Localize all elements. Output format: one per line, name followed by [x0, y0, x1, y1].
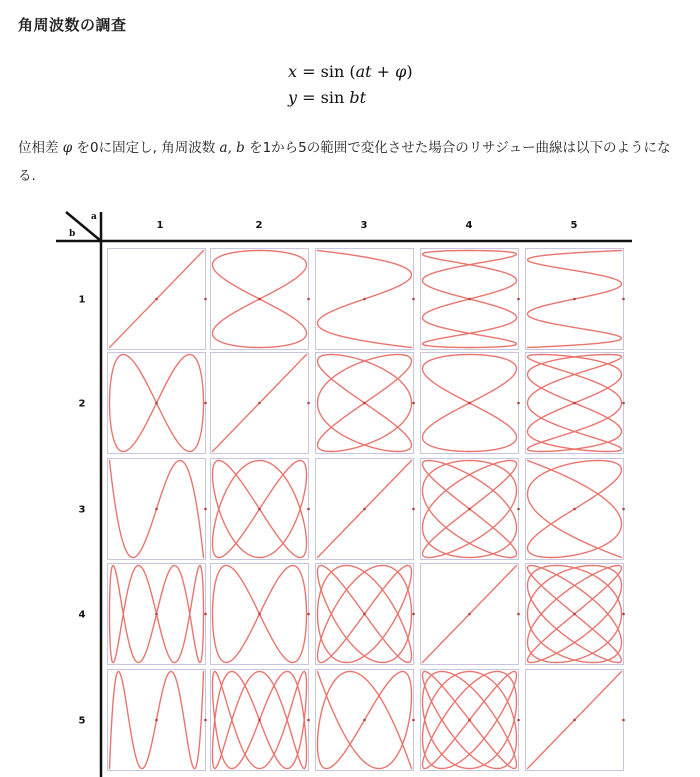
start-dot	[204, 402, 207, 405]
column-header-2: 2	[255, 220, 263, 231]
formula-x-phi: φ	[395, 62, 407, 81]
center-dot	[468, 508, 471, 511]
start-dot	[517, 613, 520, 616]
start-dot	[412, 719, 415, 722]
lissajous-cell-a5-b4	[526, 564, 625, 665]
center-dot	[468, 719, 471, 722]
para-part3: を1から5の範囲で変化させた場合のリサジュー曲線は以下のようになる.	[18, 140, 671, 184]
center-dot	[573, 613, 576, 616]
start-dot	[204, 508, 207, 511]
para-part1: 位相差	[18, 140, 63, 156]
start-dot	[204, 613, 207, 616]
start-dot	[622, 402, 625, 405]
formula-y-arg: bt	[344, 88, 367, 107]
start-dot	[517, 402, 520, 405]
row-header-4: 4	[78, 609, 86, 621]
lissajous-cell-a1-b4	[108, 564, 207, 665]
lissajous-cell-a1-b3	[108, 459, 207, 560]
para-phi: φ	[62, 140, 73, 156]
lissajous-cell-a2-b1	[211, 249, 310, 350]
center-dot	[155, 719, 158, 722]
column-header-4: 4	[465, 220, 473, 231]
lissajous-cell-a4-b3	[421, 459, 520, 560]
column-header-3: 3	[360, 220, 368, 231]
lissajous-cell-a2-b5	[211, 670, 310, 771]
formula-y-lhs: y	[288, 88, 298, 107]
column-header-1: 1	[156, 220, 164, 231]
start-dot	[622, 719, 625, 722]
lissajous-cell-a2-b4	[211, 564, 310, 665]
start-dot	[622, 508, 625, 511]
lissajous-cell-a3-b2	[316, 353, 415, 454]
formula-x-fn: sin	[320, 62, 345, 81]
center-dot	[363, 613, 366, 616]
start-dot	[307, 402, 310, 405]
center-dot	[468, 613, 471, 616]
lissajous-cell-a1-b2	[108, 353, 207, 454]
center-dot	[155, 402, 158, 405]
center-dot	[573, 508, 576, 511]
start-dot	[412, 508, 415, 511]
lissajous-cell-a1-b1	[108, 249, 207, 350]
formula-x-eq: =	[297, 62, 321, 81]
lissajous-cell-a5-b3	[526, 459, 625, 560]
start-dot	[412, 613, 415, 616]
lissajous-cell-a4-b4	[421, 564, 520, 665]
start-dot	[204, 719, 207, 722]
center-dot	[363, 719, 366, 722]
lissajous-cell-a5-b2	[526, 353, 625, 454]
lissajous-cell-a5-b1	[526, 249, 625, 350]
start-dot	[307, 508, 310, 511]
center-dot	[573, 719, 576, 722]
row-header-5: 5	[78, 715, 86, 727]
start-dot	[622, 613, 625, 616]
start-dot	[412, 298, 415, 301]
row-header-1: 1	[78, 294, 86, 306]
formula-x-arg: at	[355, 62, 372, 81]
start-dot	[517, 298, 520, 301]
row-header-3: 3	[78, 504, 86, 516]
para-part2: を0に固定し, 角周波数	[72, 140, 220, 156]
start-dot	[307, 298, 310, 301]
start-dot	[517, 508, 520, 511]
page-heading: 角周波数の調査	[18, 16, 127, 34]
formula-y-fn: sin	[320, 88, 345, 107]
start-dot	[517, 719, 520, 722]
center-dot	[468, 298, 471, 301]
center-dot	[258, 402, 261, 405]
center-dot	[573, 402, 576, 405]
formula-x-close: )	[406, 62, 413, 81]
center-dot	[363, 402, 366, 405]
lissajous-cell-a2-b3	[211, 459, 310, 560]
center-dot	[258, 719, 261, 722]
lissajous-cell-a4-b2	[421, 353, 520, 454]
corner-label-a: a	[91, 212, 97, 222]
center-dot	[155, 613, 158, 616]
center-dot	[155, 298, 158, 301]
center-dot	[573, 298, 576, 301]
start-dot	[622, 298, 625, 301]
start-dot	[412, 402, 415, 405]
row-header-2: 2	[78, 398, 86, 410]
lissajous-cell-a1-b5	[108, 670, 207, 771]
lissajous-cell-a3-b1	[316, 249, 415, 350]
center-dot	[258, 298, 261, 301]
formula-y-eq: =	[297, 88, 321, 107]
lissajous-cell-a3-b3	[316, 459, 415, 560]
center-dot	[258, 613, 261, 616]
center-dot	[363, 298, 366, 301]
corner-label-b: b	[69, 229, 76, 239]
lissajous-cell-a5-b5	[526, 670, 625, 771]
column-header-5: 5	[570, 220, 578, 231]
start-dot	[307, 719, 310, 722]
start-dot	[204, 298, 207, 301]
lissajous-cell-a3-b5	[316, 670, 415, 771]
formula-x-open: (	[344, 62, 356, 81]
lissajous-cell-a3-b4	[316, 564, 415, 665]
lissajous-cell-a4-b5	[421, 670, 520, 771]
formula-x-lhs: x	[288, 62, 298, 81]
lissajous-cell-a4-b1	[421, 249, 520, 350]
start-dot	[307, 613, 310, 616]
center-dot	[155, 508, 158, 511]
lissajous-cell-a2-b2	[211, 353, 310, 454]
center-dot	[258, 508, 261, 511]
para-vars: a, b	[219, 140, 245, 156]
center-dot	[468, 402, 471, 405]
center-dot	[363, 508, 366, 511]
formula-x-plus: +	[371, 62, 396, 81]
